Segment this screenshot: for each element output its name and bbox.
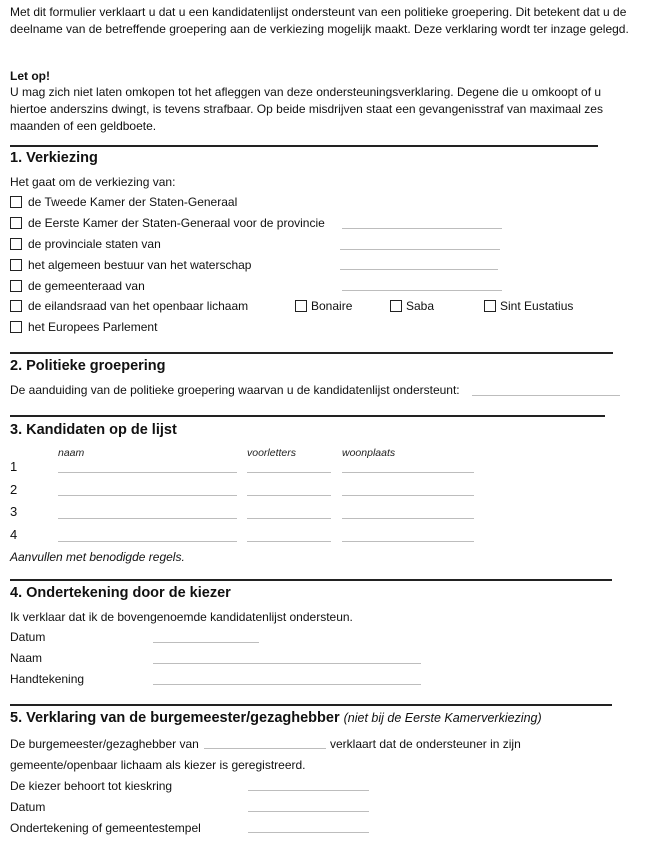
checkbox-sint-eustatius[interactable]: [484, 300, 496, 312]
section-5-title-main: 5. Verklaring van de burgemeester/gezaghebber: [10, 710, 340, 726]
mayor-line-2: gemeente/openbaar lichaam als kiezer is geregistreerd.: [10, 758, 306, 772]
section-divider: [10, 145, 598, 147]
row-number: 4: [10, 527, 18, 542]
option-label: de Tweede Kamer der Staten-Generaal: [28, 195, 238, 209]
field-label-datum: Datum: [10, 630, 46, 644]
naam-kiezer-field[interactable]: [153, 663, 421, 664]
checkbox-saba[interactable]: [390, 300, 402, 312]
woonplaats-field[interactable]: [342, 518, 474, 519]
woonplaats-field[interactable]: [342, 472, 474, 473]
mayor-line-before: De burgemeester/gezaghebber van: [10, 737, 199, 751]
warning-title: Let op!: [10, 69, 50, 83]
section-4-title: 4. Ondertekening door de kiezer: [10, 585, 231, 601]
checkbox-tweede-kamer[interactable]: [10, 196, 22, 208]
section-2-prompt: De aanduiding van de politieke groepering waarvan u de kandidatenlijst ondersteunt:: [10, 383, 460, 397]
datum-field[interactable]: [153, 642, 259, 643]
intro-paragraph: Met dit formulier verklaart u dat u een kandidatenlijst ondersteunt van een politieke groepering. Dit betekent dat u de deelname van de betreffende groepering aan de verkiezing mogelijk maakt. Deze verklaring wordt ter inzage gelegd.: [10, 5, 629, 36]
checkbox-eerste-kamer[interactable]: [10, 217, 22, 229]
section-2-title: 2. Politieke groepering: [10, 358, 166, 374]
row-number: 1: [10, 459, 18, 474]
option-label: de provinciale staten van: [28, 237, 161, 251]
row-number: 2: [10, 482, 18, 497]
field-label-handtekening: Handtekening: [10, 672, 85, 686]
field-label-naam: Naam: [10, 651, 43, 665]
datum-burgemeester-field[interactable]: [248, 811, 369, 812]
column-header-naam: naam: [58, 447, 85, 459]
waterschap-field[interactable]: [340, 269, 498, 270]
checkbox-waterschap[interactable]: [10, 259, 22, 271]
checkbox-eilandsraad[interactable]: [10, 300, 22, 312]
naam-field[interactable]: [58, 495, 237, 496]
section-divider: [10, 415, 605, 417]
kieskring-field[interactable]: [248, 790, 369, 791]
section-divider: [10, 352, 613, 354]
section-divider: [10, 579, 612, 581]
provinciale-staten-field[interactable]: [340, 249, 500, 250]
checkbox-provinciale-staten[interactable]: [10, 238, 22, 250]
voorletters-field[interactable]: [247, 518, 331, 519]
checkbox-bonaire[interactable]: [295, 300, 307, 312]
section-5-subtitle: (niet bij de Eerste Kamerverkiezing): [343, 711, 542, 725]
naam-field[interactable]: [58, 518, 237, 519]
voorletters-field[interactable]: [247, 541, 331, 542]
section-1-title: 1. Verkiezing: [10, 150, 98, 166]
warning-text: U mag zich niet laten omkopen tot het afleggen van deze ondersteuningsverklaring. Degene die u omkoopt of u hiertoe anderszins dwingt, is tevens strafbaar. Op beide misdrijven staat een gevangenisstraf van maximaal zes maanden of een geldboete.: [10, 85, 603, 133]
voorletters-field[interactable]: [247, 472, 331, 473]
naam-field[interactable]: [58, 541, 237, 542]
ondertekening-field[interactable]: [248, 832, 369, 833]
voorletters-field[interactable]: [247, 495, 331, 496]
option-label: het Europees Parlement: [28, 320, 158, 334]
column-header-woonplaats: woonplaats: [342, 447, 396, 459]
section-1-intro: Het gaat om de verkiezing van:: [10, 175, 176, 189]
political-group-field[interactable]: [472, 395, 620, 396]
island-label: Bonaire: [311, 299, 353, 313]
mayor-line-after: verklaart dat de ondersteuner in zijn: [330, 737, 521, 751]
province-field[interactable]: [342, 228, 502, 229]
row-number: 3: [10, 504, 18, 519]
option-label: de eilandsraad van het openbaar lichaam: [28, 299, 249, 313]
field-label-datum: Datum: [10, 800, 46, 814]
checkbox-gemeenteraad[interactable]: [10, 280, 22, 292]
option-label: het algemeen bestuur van het waterschap: [28, 258, 252, 272]
field-label-kieskring: De kiezer behoort tot kieskring: [10, 779, 173, 793]
woonplaats-field[interactable]: [342, 495, 474, 496]
handtekening-field[interactable]: [153, 684, 421, 685]
island-label: Sint Eustatius: [500, 299, 574, 313]
woonplaats-field[interactable]: [342, 541, 474, 542]
gemeente-field[interactable]: [204, 748, 326, 749]
naam-field[interactable]: [58, 472, 237, 473]
gemeenteraad-field[interactable]: [342, 290, 502, 291]
section-5-title: [10, 710, 542, 726]
column-header-voorletters: voorletters: [247, 447, 297, 459]
section-3-note: Aanvullen met benodigde regels.: [10, 550, 185, 564]
checkbox-europees-parlement[interactable]: [10, 321, 22, 333]
island-label: Saba: [406, 299, 435, 313]
section-divider: [10, 704, 612, 706]
option-label: de Eerste Kamer der Staten-Generaal voor de provincie: [28, 216, 325, 230]
section-3-title: 3. Kandidaten op de lijst: [10, 422, 177, 438]
section-4-statement: Ik verklaar dat ik de bovengenoemde kandidatenlijst ondersteun.: [10, 610, 353, 624]
option-label: de gemeenteraad van: [28, 279, 145, 293]
field-label-ondertekening: Ondertekening of gemeentestempel: [10, 821, 201, 835]
